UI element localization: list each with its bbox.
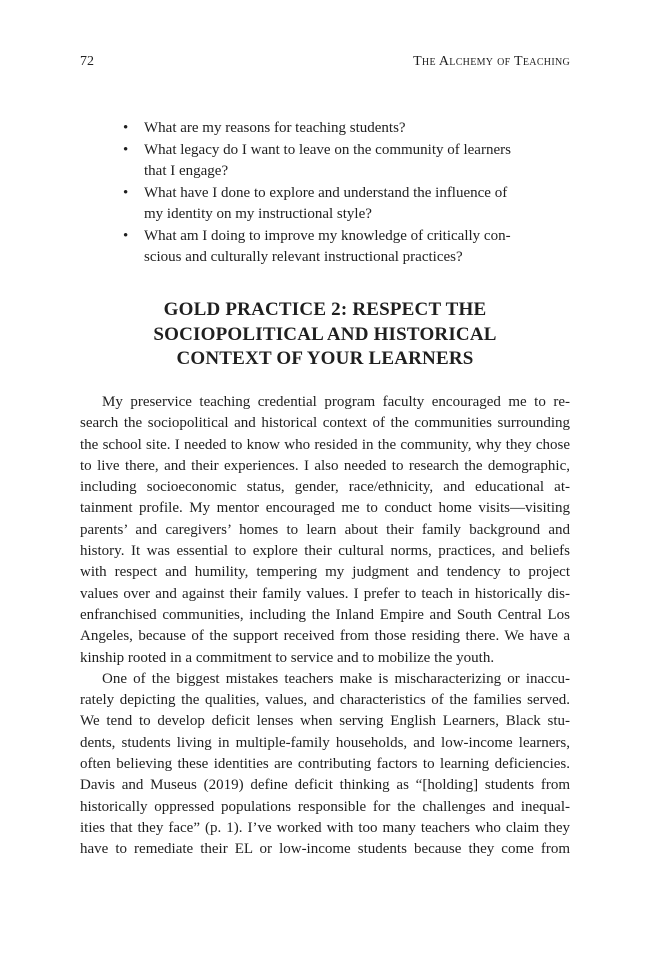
question-line: What have I done to explore and understand the influence of	[144, 184, 508, 201]
running-head: The Alchemy of Teaching	[413, 54, 570, 69]
text-line: often believing these identities are contributing factors to learning deficiencies.	[80, 756, 570, 773]
question-line: What are my reasons for teaching students?	[144, 120, 406, 136]
text-line: dents, students living in multiple-family households, and low-income learners,	[80, 734, 570, 751]
text-line: to live there, and their experiences. I also needed to research the demographic,	[80, 457, 570, 474]
text-line: Angeles, because of the support received from those residing there. We have a	[80, 628, 570, 645]
list-item	[120, 226, 540, 269]
heading-line: GOLD PRACTICE 2: RESPECT THE	[163, 299, 487, 320]
question-line: that I engage?	[144, 163, 229, 179]
text-line: parents’ and caregivers’ homes to learn about their family background and	[80, 521, 570, 538]
page-header	[80, 52, 570, 72]
list-item	[120, 140, 540, 183]
list-item	[120, 183, 540, 226]
text-line: the school site. I needed to know who resided in the community, why they chose	[80, 436, 570, 453]
paragraph	[80, 669, 570, 861]
text-line: search the sociopolitical and historical context of the communities surrounding	[80, 415, 570, 432]
page-number: 72	[80, 54, 94, 69]
text-line: rately depicting the qualities, values, and characteristics of the families served.	[80, 692, 570, 709]
text-line: with respect and humility, tempering my judgment and tendency to project	[80, 564, 570, 581]
heading-line: CONTEXT OF YOUR LEARNERS	[176, 348, 474, 369]
text-line: My preservice teaching credential program faculty encouraged me to re-	[102, 394, 570, 410]
question-line: scious and culturally relevant instructional practices?	[144, 249, 463, 265]
list-item	[120, 118, 540, 140]
question-line: my identity on my instructional style?	[144, 206, 372, 222]
question-line: What legacy do I want to leave on the community of learners	[144, 141, 511, 158]
text-line: Davis and Museus (2019) define deficit thinking as “[holding] students from	[80, 777, 570, 794]
body-text	[80, 392, 570, 861]
text-line: tainment profile. My mentor encouraged me to conduct home visits—visiting	[80, 500, 570, 517]
text-line: ities that they face” (p. 1). I’ve worked with too many teachers who claim they	[80, 819, 570, 836]
section-heading	[80, 298, 570, 372]
text-line: kinship rooted in a commitment to service and to mobilize the youth.	[80, 649, 495, 666]
text-line: enfranchised communities, including the Inland Empire and South Central Los	[80, 606, 570, 623]
reflection-question-list	[120, 118, 540, 269]
question-line: What am I doing to improve my knowledge of critically con-	[144, 227, 511, 244]
heading-line: SOCIOPOLITICAL AND HISTORICAL	[153, 323, 497, 345]
text-line: have to remediate their EL or low-income students because they come from	[80, 841, 570, 858]
paragraph	[80, 392, 570, 669]
text-line: including socioeconomic status, gender, race/ethnicity, and educational at-	[80, 479, 570, 496]
text-line: historically oppressed populations responsible for the challenges and inequal-	[80, 798, 570, 815]
text-line: history. It was essential to explore their cultural norms, practices, and beliefs	[80, 543, 570, 560]
text-line: One of the biggest mistakes teachers make is mischaracterizing or inaccu-	[102, 670, 570, 687]
text-line: values over and against their family values. I prefer to teach in historically dis-	[80, 585, 570, 602]
text-line: We tend to develop deficit lenses when serving English Learners, Black stu-	[80, 713, 570, 730]
